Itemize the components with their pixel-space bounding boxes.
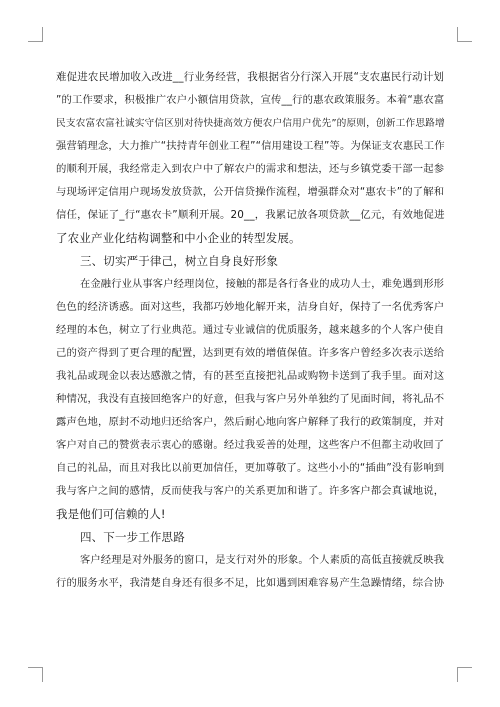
text-line: 行的服务水平，我清楚自身还有很多不足，比如遇到困难容易产生急躁情绪，综合协 [56, 577, 445, 589]
section-heading: 四、下一步工作思路 [80, 530, 185, 544]
text-line: 色色的经济诱惑。面对这些，我都巧妙地化解开来，洁身自好，保持了一名优秀客户 [56, 301, 445, 313]
text-line: 民支农富农富社诚实守信区别对待快捷高效方便农户信用户优先”的原则，创新工作思路增 [56, 118, 445, 129]
crop-mark-top-left [28, 27, 43, 42]
text-line: 信任，保证了_行“惠农卡”顺利开展。20__，我累记放各项贷款__亿元，有效地促进 [56, 209, 445, 221]
section-heading: 三、切实严于律己，树立自身良好形象 [80, 254, 279, 268]
text-line: ”的工作要求，积极推广农户小额信用贷款，宣传__行的惠农政策服务。本着“惠农富 [56, 94, 445, 106]
document-body [56, 66, 444, 595]
text-line: 经理的本色，树立了行业典范。通过专业诚信的优质服务，越来越多的个人客户使自 [56, 324, 445, 336]
text-line: 客户对自己的赞赏表示衷心的感谢。经过我妥善的处理，这些客户不但都主动收回了 [56, 439, 445, 451]
text-line: 客户经理是对外服务的窗口，是支行对外的形象。个人素质的高低直接就反映我 [80, 554, 445, 566]
text-line: 我是他们可信赖的人! [56, 507, 166, 521]
text-line: 己的资产得到了更合理的配置，达到更有效的增值保值。许多客户曾经多次表示送给 [56, 347, 445, 359]
text-line: 了农业产业化结构调整和中小企业的转型发展。 [56, 231, 301, 245]
text-line: 种情况，我没有直接回绝客户的好意，但我与客户另外单独约了见面时间，将礼品不 [56, 393, 445, 405]
text-line: 的顺利开展，我经常走入到农户中了解农户的需求和想法，还与乡镇党委干部一起参 [56, 163, 445, 175]
crop-mark-top-right [457, 27, 472, 42]
text-line: 在金融行业从事客户经理岗位，接触的都是各行各业的成功人士，难免遇到形形 [80, 278, 445, 290]
text-line: 我礼品或现金以表达感激之情，有的甚至直接把礼品或购物卡送到了我手里。面对这 [56, 370, 445, 382]
text-line: 与现场评定信用户现场发放贷款，公开信贷操作流程，增强群众对“惠农卡”的了解和 [56, 186, 445, 198]
text-line: 强营销理念，大力推广“扶持青年创业工程”“信用建设工程”等。为保证支农惠民工作 [56, 140, 445, 152]
crop-mark-bottom-right [457, 667, 472, 682]
text-line: 难促进农民增加收入改进__行业务经营，我根据省分行深入开展“支农惠民行动计划 [56, 71, 444, 83]
text-line: 自己的礼品，而且对我比以前更加信任，更加尊敬了。这些小小的“插曲”没有影响到 [56, 462, 445, 474]
text-line: 露声色地，原封不动地归还给客户，然后耐心地向客户解释了我行的政策制度，并对 [56, 416, 445, 428]
crop-mark-bottom-left [28, 667, 43, 682]
text-line: 我与客户之间的感情，反而使我与客户的关系更加和谐了。许多客户都会真诚地说， [56, 485, 445, 497]
